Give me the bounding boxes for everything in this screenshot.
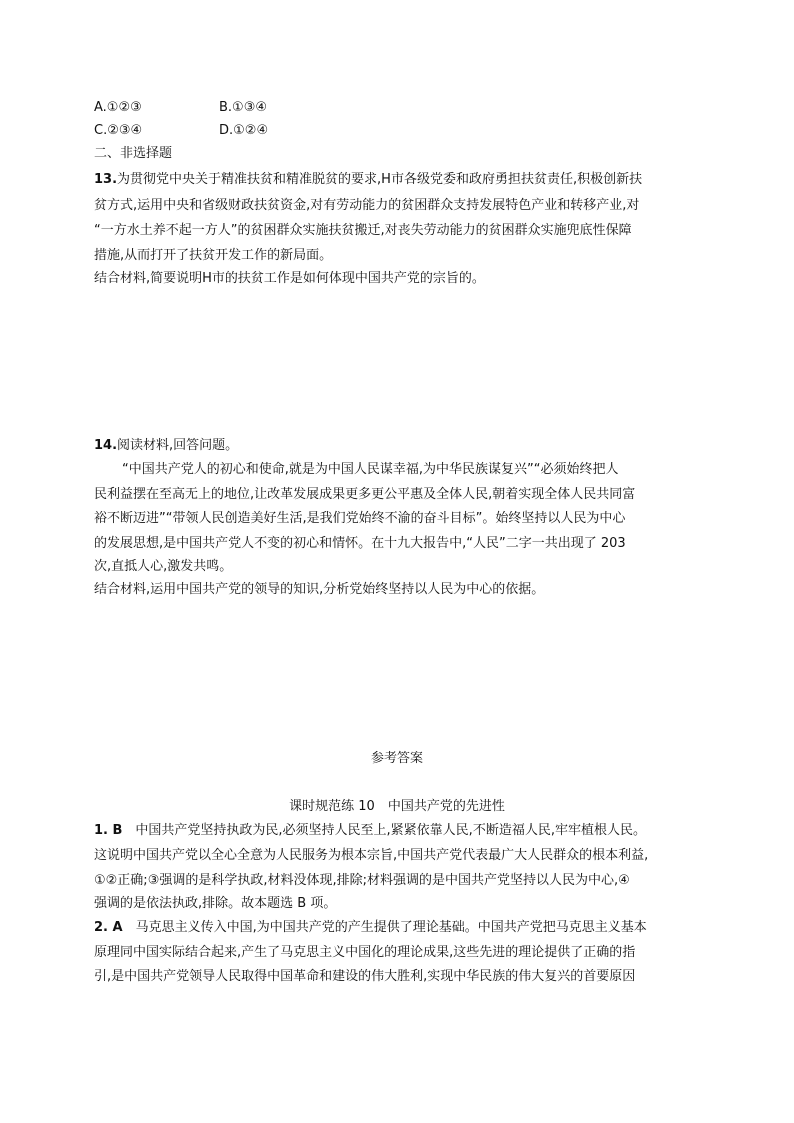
q14-material-line-4: 的发展思想,是中国共产党人不变的初心和情怀。在十九大报告中,“人民”二字一共出现了 203	[94, 536, 626, 551]
answer-1-line-3: ①②正确;③强调的是科学执政,材料没体现,排除;材料强调的是中国共产党坚持以人民为中心,④	[94, 873, 630, 888]
section-title: 二、非选择题	[94, 146, 173, 161]
q13-prompt: 结合材料,简要说明H市的扶贫工作是如何体现中国共产党的宗旨的。	[94, 271, 485, 286]
answers-subheading: 课时规范练 10 中国共产党的先进性	[289, 799, 505, 814]
q14-material-line-5: 次,直抵人心,激发共鸣。	[94, 559, 233, 574]
option-c: C.②③④	[94, 123, 143, 138]
q14-prompt: 结合材料,运用中国共产党的领导的知识,分析党始终坚持以人民为中心的依据。	[94, 582, 545, 597]
q13-line-1: 13.为贯彻党中央关于精准扶贫和精准脱贫的要求,H市各级党委和政府勇担扶贫责任,积极创新扶	[94, 172, 643, 187]
answer-1-line-4: 强调的是依法执政,排除。故本题选 B 项。	[94, 896, 337, 911]
answer-1-line-2: 这说明中国共产党以全心全意为人民服务为根本宗旨,中国共产党代表最广大人民群众的根本利益,	[94, 848, 649, 863]
answer-2-line-2: 原理同中国实际结合起来,产生了马克思主义中国化的理论成果,这些先进的理论提供了正确的指	[94, 945, 636, 960]
answer-2-line-3: 引,是中国共产党领导人民取得中国革命和建设的伟大胜利,实现中华民族的伟大复兴的首要原因	[94, 969, 636, 984]
q14-material-line-1: “中国共产党人的初心和使命,就是为中国人民谋幸福,为中华民族谋复兴”“必须始终把人	[122, 462, 619, 477]
q13-line-2: 贫方式,运用中央和省级财政扶贫资金,对有劳动能力的贫困群众支持发展特色产业和转移产业,对	[94, 198, 640, 213]
answers-heading: 参考答案	[370, 751, 423, 766]
q13-number: 13.	[94, 172, 118, 187]
option-b: B.①③④	[219, 100, 268, 115]
q14-material-line-3: 裕不断迈进”“带领人民创造美好生活,是我们党始终不渝的奋斗目标”。始终坚持以人民为中心	[94, 511, 626, 526]
q14-material-line-2: 民利益摆在至高无上的地位,让改革发展成果更多更公平惠及全体人民,朝着实现全体人民共同富	[94, 487, 636, 502]
q14-line-intro: 14.阅读材料,回答问题。	[94, 438, 239, 453]
answer-2-line-1: 2. A 马克思主义传入中国,为中国共产党的产生提供了理论基础。中国共产党把马克思主义基本	[94, 920, 647, 935]
option-a: A.①②③	[94, 100, 142, 115]
answer-2-number: 2. A	[94, 920, 123, 935]
answer-1-number: 1. B	[94, 823, 123, 838]
q13-line-4: 措施,从而打开了扶贫开发工作的新局面。	[94, 248, 333, 263]
option-d: D.①②④	[219, 123, 269, 138]
answer-1-line-1: 1. B 中国共产党坚持执政为民,必须坚持人民至上,紧紧依靠人民,不断造福人民,牢牢植根人民。	[94, 823, 646, 838]
q14-number: 14.	[94, 438, 118, 453]
q13-line-3: “一方水土养不起一方人”的贫困群众实施扶贫搬迁,对丧失劳动能力的贫困群众实施兜底性保障	[94, 223, 632, 238]
